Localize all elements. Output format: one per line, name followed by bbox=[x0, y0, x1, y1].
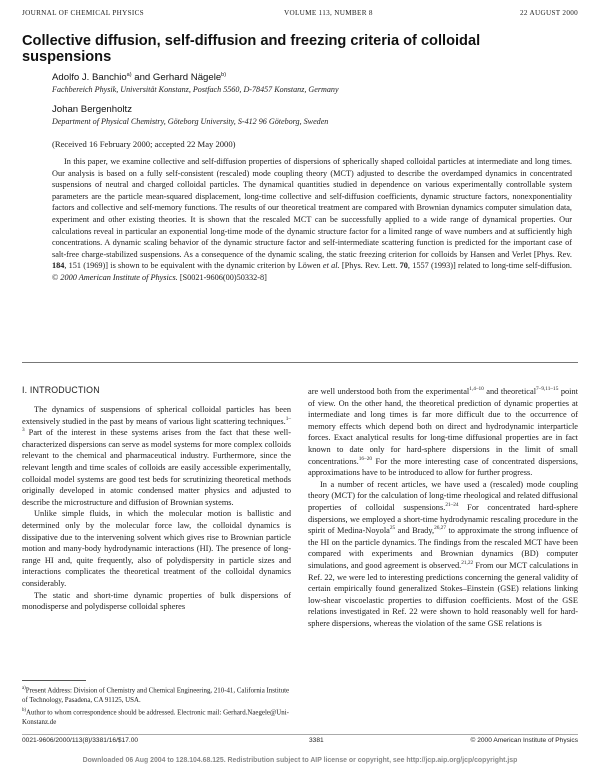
right-column bbox=[308, 386, 578, 629]
paragraph-text: and Brady, bbox=[395, 526, 435, 536]
footnote-text: Author to whom correspondence should be addressed. Electronic mail: Gerhard.Naegele@Uni-Konstanz.de bbox=[22, 709, 289, 727]
footnote-mark: b) bbox=[22, 708, 26, 714]
citation: 26,27 bbox=[434, 525, 446, 532]
abstract-text: In this paper, we examine collective and self-diffusion properties of dispersions of spherically shaped colloidal particles at intermediate and long times. Our analysis is based on a fully self-consistent (rescaled) mode coupling theory (MCT) adjusted to describe the overdamped dynamics in concentrated suspensions of neutral and charged colloidal particles. The dynamical quantities studied in dependence on various experimentally controllable system parameters are the particle mean-squared displacement, long-time collective and self-diffusion coefficients, dynamic structure factors, nonexponentiality factors and collective and self-memory functions. The results of our theoretical treatment are compared with Brownian dynamics computer simulation data, experiment and other existing theories. It is shown that the rescaled MCT can be successfully applied to a wide range of dynamical properties. Our calculations reveal in particular an exponential long-time mode of the dynamic structure factor for a limited range of wave numbers and at sufficiently high concentrations. A dynamic scaling behavior of the dynamic structure factor and self-intermediate scattering function is predicted for the important case of salt-free charge-stabilized suspensions. As a consequence of the dynamic scaling, the static freezing criterion for colloids by Hansen and Verlet [Phys. Rev. bbox=[52, 157, 572, 259]
issue-date: 22 AUGUST 2000 bbox=[520, 9, 578, 17]
paragraph bbox=[308, 479, 578, 630]
volume-ref: 184 bbox=[52, 261, 65, 271]
footnotes bbox=[22, 684, 291, 729]
et-al: et al. bbox=[322, 261, 340, 271]
affiliation-2: Department of Physical Chemistry, Göteborg University, S-412 96 Göteborg, Sweden bbox=[52, 117, 329, 126]
footnote-divider bbox=[22, 680, 86, 681]
footnote bbox=[22, 706, 291, 727]
citation: 1,4–10 bbox=[469, 386, 484, 393]
running-head bbox=[22, 9, 578, 21]
divider bbox=[22, 362, 578, 363]
affiliation-mark: b) bbox=[221, 72, 227, 78]
affiliation-mark: a) bbox=[126, 72, 132, 78]
journal-name: JOURNAL OF CHEMICAL PHYSICS bbox=[22, 9, 144, 17]
footnote-text: Present Address: Division of Chemistry and Chemical Engineering, 210-41, California Institute of Technology, Pasadena, CA 91125, USA. bbox=[22, 687, 290, 704]
paragraph bbox=[308, 386, 578, 479]
publisher-copyright: © 2000 American Institute of Physics bbox=[470, 737, 578, 744]
author-line-2: Johan Bergenholtz bbox=[52, 104, 133, 115]
citation: 25 bbox=[389, 525, 396, 532]
page-number: 3381 bbox=[309, 737, 324, 744]
citation: 21,22 bbox=[461, 560, 474, 567]
paragraph-text: point of view. On the other hand, the theoretical prediction of dynamic properties at intermediate and long times is far more difficult due to the occurrence of memory effects which depend both on direct and hydrodynamic interparticle forces. Exact analytical results for long-time diffusional properties are in fact known to date only for hard-sphere dispersions in the limit of small concentrations. bbox=[308, 387, 578, 466]
article-title: Collective diffusion, self-diffusion and freezing criteria of colloidal suspensions bbox=[22, 33, 481, 65]
abstract-text: , 151 (1969)] is shown to be equivalent with the dynamic criterion by Löwen bbox=[64, 261, 323, 271]
section-heading: I. INTRODUCTION bbox=[22, 385, 100, 395]
paragraph-text: The dynamics of suspensions of spherical colloidal particles has been extensively studied in the past by means of various light scattering techniques. bbox=[22, 405, 291, 426]
abstract bbox=[52, 156, 572, 284]
paragraph-text: In a number of recent articles, we have used a (rescaled) mode coupling theory (MCT) for the calculation of long-time rheological and related diffusional properties of colloidal suspensions. bbox=[308, 479, 579, 512]
author-name: Adolfo J. Banchio bbox=[52, 72, 127, 84]
left-column bbox=[22, 404, 291, 613]
citation: 1–3 bbox=[22, 415, 291, 434]
paragraph: Unlike simple fluids, in which the molecular motion is ballistic and determined only by the molecular force law, the colloidal dynamics is dissipative due to the intervening solvent which gives rise to Brownian particle motion and many-body hydrodynamic interactions (HI). The presence of long-range HI and, quite frequently, also of polydispersity in particle sizes and interactions complicates the theoretical treatment of the colloidal dynamics considerably. bbox=[22, 509, 291, 588]
paragraph-text: are well understood both from the experimental bbox=[308, 387, 470, 396]
citation: 21–24 bbox=[445, 502, 459, 509]
issn-code: 0021-9606/2000/113(8)/3381/16/$17.00 bbox=[22, 737, 139, 744]
footer-divider bbox=[22, 734, 578, 735]
author-name: Gerhard Nägele bbox=[152, 72, 222, 84]
page-footer bbox=[22, 737, 578, 748]
download-watermark: Downloaded 06 Aug 2004 to 128.104.68.125. Redistribution subject to AIP license or copyright, see http://jcp.aip.org/jcp/copyright.jsp bbox=[82, 757, 518, 764]
received-dates: (Received 16 February 2000; accepted 22 May 2000) bbox=[52, 139, 236, 149]
citation: 16–20 bbox=[358, 455, 372, 462]
abstract-text: , 1557 (1993)] related to long-time self-diffusion. © bbox=[52, 261, 572, 282]
paragraph bbox=[22, 404, 291, 508]
doi-code: [S0021-9606(00)50332-8] bbox=[177, 272, 267, 282]
paragraph-text: For concentrated hard-sphere dispersions, we employed a short-time hydrodynamic rescaling procedure in the spirit of Medina-Noyola bbox=[308, 502, 578, 536]
citation: 7–9,11–15 bbox=[536, 386, 559, 393]
footnote bbox=[22, 684, 291, 705]
paragraph: The static and short-time dynamic properties of bulk dispersions of monodisperse and polydisperse colloidal spheres bbox=[22, 590, 291, 612]
author-conjunction: and bbox=[131, 72, 153, 84]
author-line-1 bbox=[52, 72, 226, 83]
affiliation-1: Fachbereich Physik, Universität Konstanz, Postfach 5560, D-78457 Konstanz, Germany bbox=[52, 85, 339, 94]
paragraph-text: From our MCT calculations in Ref. 22, we were led to interesting predictions concerning the general validity of certain empirically found generalized Stokes–Einstein (GSE) relations linking low-shear viscoelastic properties to diffusion coefficients. Most of the GSE relations investigated in Ref. 22 were shown to hold reasonably well for hard-sphere dispersions, whereas the violation of the same GSE relations is bbox=[308, 560, 578, 628]
copyright-note: 2000 American Institute of Physics. bbox=[60, 272, 178, 282]
paragraph-text: to approximate the strong influence of the HI on the particle dynamics. The findings from the rescaled MCT have been compared with experiments and Brownian dynamics (BD) computer simulations, and good agreement is observed. bbox=[308, 526, 578, 570]
footnote-mark: a) bbox=[22, 686, 26, 691]
volume-number: VOLUME 113, NUMBER 8 bbox=[284, 9, 373, 17]
paragraph-text: For the more interesting case of concentrated dispersions, approximations have to be introduced to allow for further progress. bbox=[308, 456, 578, 478]
paragraph-text: Part of the interest in these systems arises from the fact that these well-characterized dispersions can serve as model systems for more complex colloids relevant to the chemical and pharmaceutical industry. Furthermore, since the relevant length and time scales of colloids are easily accessible experimentally, colloidal model systems are good test beds for scrutinizing theoretical methods originally developed in atomic condensed matter physics and adjusted to describe the microstructure and diffusion of Brownian systems. bbox=[22, 428, 291, 507]
volume-ref: 70 bbox=[399, 261, 408, 271]
paragraph-text: and theoretical bbox=[483, 387, 537, 396]
abstract-text: [Phys. Rev. Lett. bbox=[339, 261, 400, 271]
